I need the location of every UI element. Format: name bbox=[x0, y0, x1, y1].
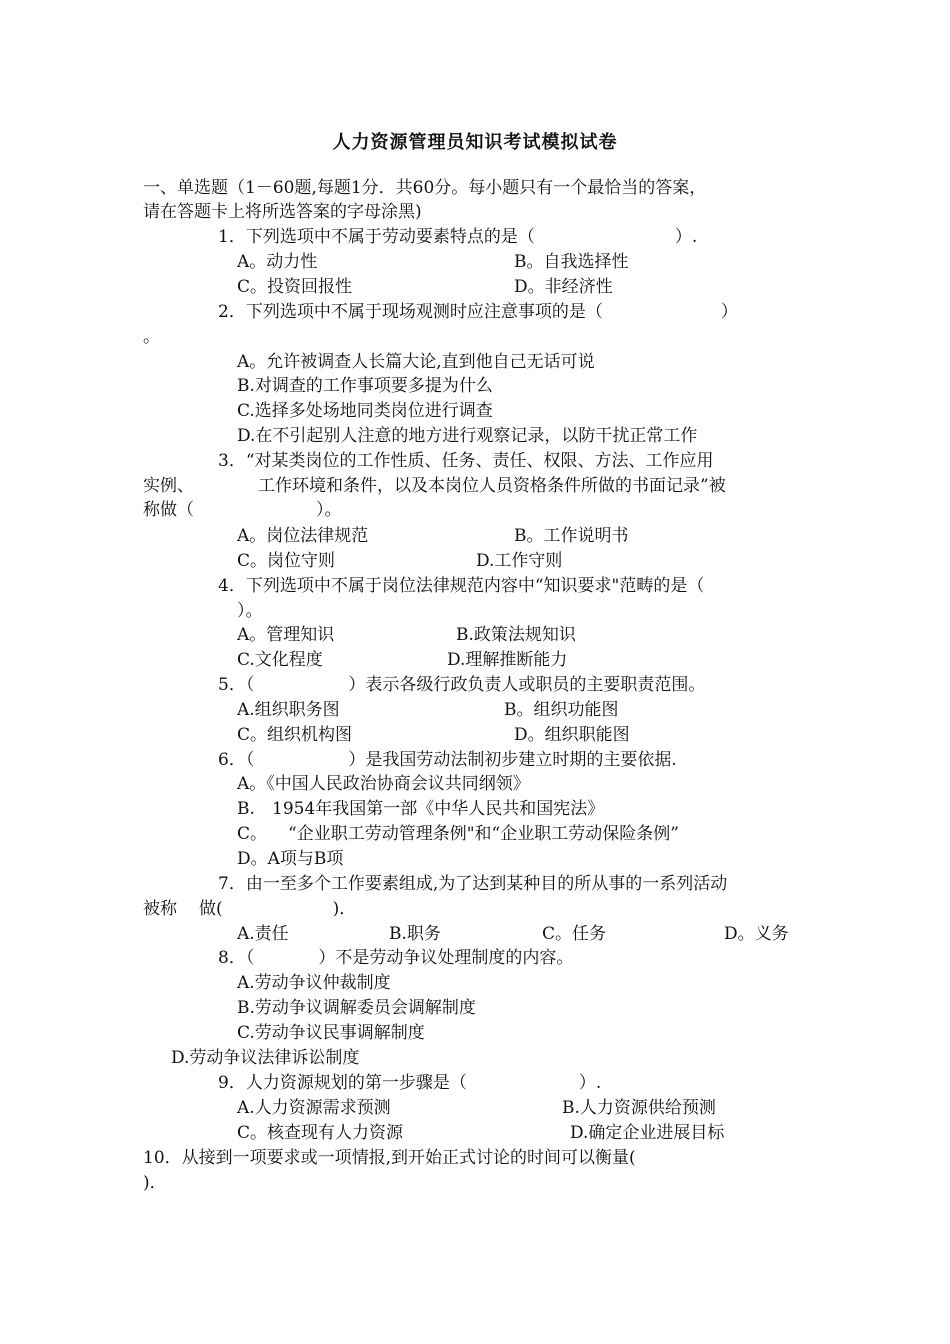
q4-option-d: D.理解推断能力 bbox=[447, 650, 568, 670]
q2-option-d: D.在不引起别人注意的地方进行观察记录，以防干扰正常工作 bbox=[237, 426, 698, 446]
q1-option-a: A。动力性 bbox=[237, 252, 318, 272]
q2-option-c: C.选择多处场地同类岗位进行调查 bbox=[237, 401, 493, 421]
question-3-line-3 bbox=[143, 498, 342, 522]
question-7-line-2a: 被称 bbox=[143, 899, 177, 919]
question-5-text: ）表示各级行政负责人或职员的主要职责范围。 bbox=[348, 675, 706, 695]
question-8-stem bbox=[218, 946, 573, 970]
q3-option-a: A。岗位法律规范 bbox=[237, 526, 369, 546]
q2-option-a: A。允许被调查人长篇大论,直到他自己无话可说 bbox=[237, 352, 595, 372]
question-7-line-2b: 做( bbox=[199, 899, 223, 919]
q9-option-c: C。核查现有人力资源 bbox=[237, 1123, 404, 1143]
page-title: 人力资源管理员知识考试模拟试卷 bbox=[332, 132, 618, 153]
question-9-text: 9．人力资源规划的第一步骤是（ bbox=[218, 1073, 467, 1093]
question-2-tail: 。 bbox=[143, 327, 160, 347]
question-2-text: 2．下列选项中不属于现场观测时应注意事项的是（ bbox=[218, 302, 603, 322]
q9-option-b: B.人力资源供给预测 bbox=[562, 1098, 716, 1118]
question-4-line-2: ）。 bbox=[237, 601, 263, 621]
question-6-text: ）是我国劳动法制初步建立时期的主要依据. bbox=[348, 750, 677, 770]
q3-option-b: B。工作说明书 bbox=[514, 526, 629, 546]
question-6-num: 6．（ bbox=[218, 750, 255, 770]
q5-option-a: A.组织职务图 bbox=[237, 700, 340, 720]
question-8-num: 8．（ bbox=[218, 948, 255, 968]
question-5-stem bbox=[218, 673, 705, 697]
question-3-line-2a: 实例、 bbox=[143, 476, 194, 496]
q8-option-a: A.劳动争议仲裁制度 bbox=[237, 973, 391, 993]
section-instruction: 请在答题卡上将所选答案的字母涂黑) bbox=[143, 202, 422, 222]
question-1-stem bbox=[218, 225, 697, 249]
q7-option-d: D。义务 bbox=[724, 924, 789, 944]
q4-option-a: A。管理知识 bbox=[237, 625, 335, 645]
question-7-line-1: 7．由一至多个工作要素组成,为了达到某种目的所从事的一系列活动 bbox=[218, 874, 728, 894]
q6-option-b: 1954年我国第一部《中华人民共和国宪法》 bbox=[272, 799, 605, 819]
question-8-text: ）不是劳动争议处理制度的内容。 bbox=[318, 948, 574, 968]
question-9-close: ）. bbox=[578, 1073, 602, 1093]
q1-option-b: B。自我选择性 bbox=[514, 252, 629, 272]
q9-option-a: A.人力资源需求预测 bbox=[237, 1098, 391, 1118]
question-5-num: 5．（ bbox=[218, 675, 255, 695]
section-heading: 一、单选题（1－60题,每题1分．共60分。每小题只有一个最恰当的答案， bbox=[143, 178, 707, 198]
q6-option-c-letter: C。 bbox=[237, 824, 268, 844]
q3-option-c: C。岗位守则 bbox=[237, 551, 336, 571]
q5-option-c: C。组织机构图 bbox=[237, 725, 353, 745]
q1-option-c: C。投资回报性 bbox=[237, 277, 353, 297]
question-2-stem bbox=[218, 300, 738, 324]
q6-option-d: D。A项与B项 bbox=[237, 849, 344, 869]
q3-option-d: D.工作守则 bbox=[476, 551, 563, 571]
q8-option-b: B.劳动争议调解委员会调解制度 bbox=[237, 998, 476, 1018]
question-7-line-2 bbox=[143, 897, 356, 921]
question-10-line-2: )． bbox=[143, 1173, 167, 1193]
q7-option-c: C。任务 bbox=[542, 924, 607, 944]
question-3-line-1: 3．“对某类岗位的工作性质、任务、责任、权限、方法、工作应用 bbox=[218, 451, 714, 471]
q9-option-d: D.确定企业进展目标 bbox=[570, 1123, 725, 1143]
question-4-line-1: 4．下列选项中不属于岗位法律规范内容中“知识要求"范畴的是（ bbox=[218, 576, 705, 596]
question-1-text: 1．下列选项中不属于劳动要素特点的是（ bbox=[218, 227, 535, 247]
q5-option-b: B。组织功能图 bbox=[504, 700, 619, 720]
q7-option-a: A.责任 bbox=[237, 924, 289, 944]
question-7-line-2c: )． bbox=[332, 899, 357, 919]
q4-option-c: C.文化程度 bbox=[237, 650, 323, 670]
question-3-line-3a: 称做（ bbox=[143, 500, 194, 520]
q2-option-b: B.对调查的工作事项要多提为什么 bbox=[237, 376, 493, 396]
q1-option-d: D。非经济性 bbox=[514, 277, 613, 297]
question-9-stem bbox=[218, 1071, 601, 1095]
q6-option-a: A。《中国人民政治协商会议共同纲领》 bbox=[237, 774, 530, 794]
q6-option-c: “企业职工劳动管理条例"和“企业职工劳动保险条例” bbox=[288, 824, 679, 844]
q6-option-b-letter: B. bbox=[237, 799, 255, 819]
question-10-line-1: 10．从接到一项要求或一项情报,到开始正式讨论的时间可以衡量( bbox=[143, 1148, 636, 1168]
q8-option-d: D.劳动争议法律诉讼制度 bbox=[171, 1048, 360, 1068]
question-3-line-3b: ）。 bbox=[316, 500, 342, 520]
question-3-line-2 bbox=[143, 474, 726, 498]
question-1-close: ）. bbox=[674, 227, 698, 247]
question-2-close: ） bbox=[720, 302, 738, 322]
q4-option-b: B.政策法规知识 bbox=[456, 625, 576, 645]
q7-option-b: B.职务 bbox=[389, 924, 441, 944]
q8-option-c: C.劳动争议民事调解制度 bbox=[237, 1023, 425, 1043]
question-6-stem bbox=[218, 748, 677, 772]
q5-option-d: D。组织职能图 bbox=[514, 725, 630, 745]
question-3-line-2b: 工作环境和条件，以及本岗位人员资格条件所做的书面记录”被 bbox=[258, 476, 726, 496]
